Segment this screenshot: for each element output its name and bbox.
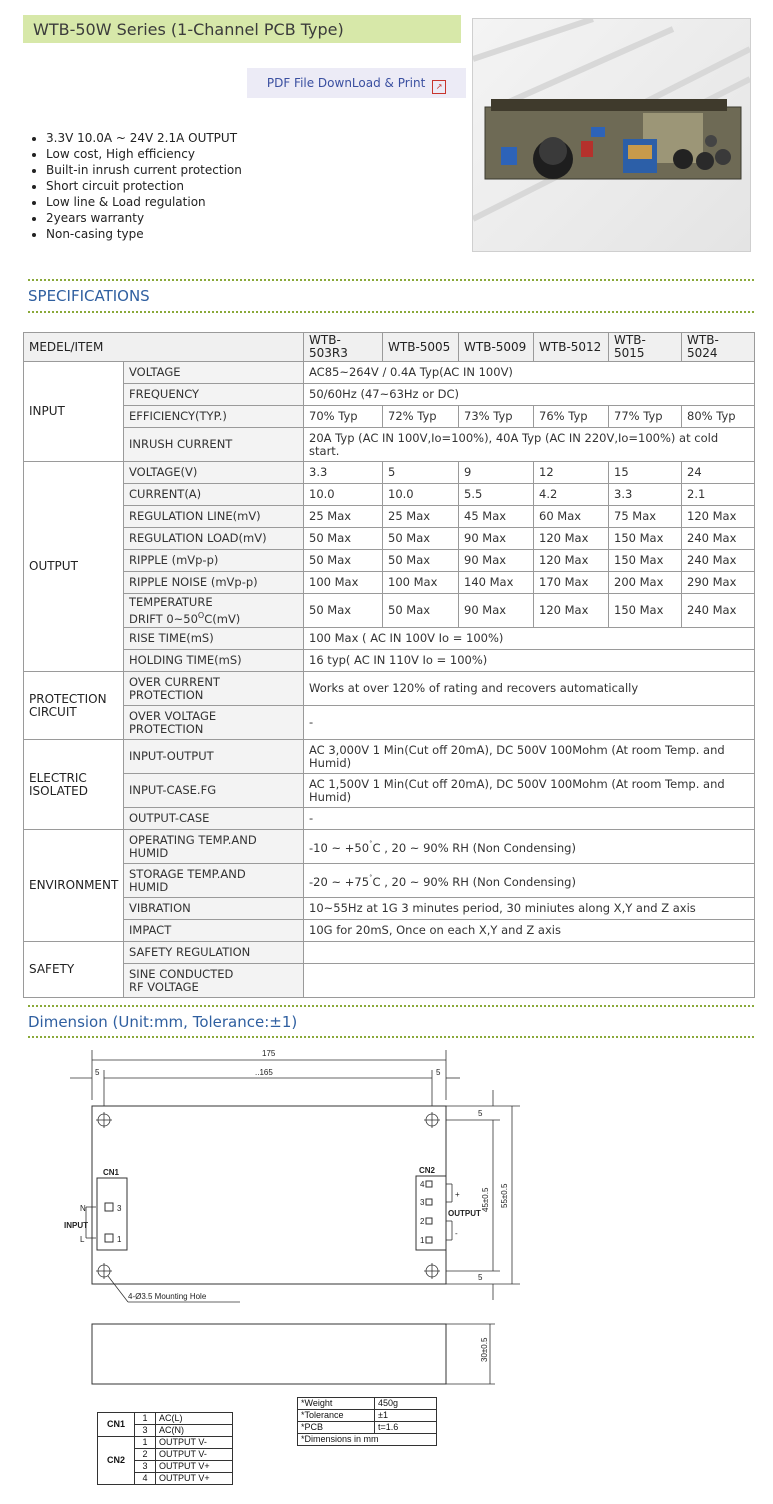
cell: 10G for 20mS, Once on each X,Y and Z axis (304, 920, 755, 942)
table-row (24, 484, 755, 506)
table-row (24, 740, 755, 774)
category-protection (24, 672, 124, 740)
row-label: REGULATION LOAD(mV) (124, 528, 304, 550)
feature-list (30, 130, 242, 242)
cell: 50/60Hz (47~63Hz or DC) (304, 384, 755, 406)
cell: 5.5 (459, 484, 534, 506)
pin-number: 3 (135, 1461, 156, 1473)
cell-text: -20 ~ +75 (309, 874, 370, 889)
cn2-pin1: 1 (420, 1236, 425, 1245)
feature-item: • 2years warranty (46, 210, 242, 226)
cell: 60 Max (534, 506, 609, 528)
prop-label: *PCB (298, 1422, 375, 1434)
cell: 120 Max (534, 528, 609, 550)
cell: 90 Max (459, 550, 534, 572)
row-label (124, 830, 304, 864)
feature-item: • Low line & Load regulation (46, 194, 242, 210)
category-line: ELECTRIC (29, 770, 87, 785)
cn1-pin3: 3 (117, 1204, 122, 1213)
pin-number: 3 (135, 1425, 156, 1437)
depth-label: 30±0.5 (480, 1337, 489, 1362)
row-label: VIBRATION (124, 898, 304, 920)
feature-item: • Non-casing type (46, 226, 242, 242)
row-label: VOLTAGE (124, 362, 304, 384)
cell: 77% Typ (609, 406, 682, 428)
model-header: WTB-5005 (383, 333, 459, 362)
cell: 240 Max (682, 528, 755, 550)
prop-value: t=1.6 (375, 1422, 437, 1434)
pin-table-cn1: CN1 (98, 1413, 135, 1437)
table-row (24, 964, 755, 998)
input-n: N (80, 1204, 86, 1213)
row-label: REGULATION LINE(mV) (124, 506, 304, 528)
table-row (24, 462, 755, 484)
row-label: IMPACT (124, 920, 304, 942)
prop-label: *Dimensions in mm (298, 1434, 437, 1446)
table-row (24, 384, 755, 406)
edge-5-label: 5 (95, 1068, 100, 1077)
cell: 2.1 (682, 484, 755, 506)
row-label-line: OPERATING TEMP.AND (129, 832, 257, 847)
cell (304, 964, 755, 998)
cell-text: C , 20 ~ 90% RH (Non Condensing) (372, 840, 576, 855)
row-label: OUTPUT-CASE (124, 808, 304, 830)
cell: 100 Max (383, 572, 459, 594)
cell: 12 (534, 462, 609, 484)
table-row (24, 774, 755, 808)
prop-value: ±1 (375, 1410, 437, 1422)
edge-5-label: 5 (436, 1068, 441, 1077)
specifications-table (23, 332, 755, 998)
cell: 5 (383, 462, 459, 484)
row-label-line: HUMID (129, 879, 169, 894)
cell: 50 Max (304, 594, 383, 628)
board-outline (92, 1106, 446, 1284)
divider (28, 311, 754, 313)
cell: 15 (609, 462, 682, 484)
pin-number: 1 (135, 1413, 156, 1425)
cell: 90 Max (459, 528, 534, 550)
feature-item: • Short circuit protection (46, 178, 242, 194)
output-plus: + (455, 1190, 460, 1199)
cell: 73% Typ (459, 406, 534, 428)
width-total-label: 175 (262, 1049, 276, 1058)
table-row (24, 864, 755, 898)
cell: 150 Max (609, 528, 682, 550)
cell: 3.3 (609, 484, 682, 506)
cell: AC 1,500V 1 Min(Cut off 20mA), DC 500V 100Mohm (At room Temp. and Humid) (304, 774, 755, 808)
cn2-pin4: 4 (420, 1180, 425, 1189)
cell: 100 Max (304, 572, 383, 594)
model-header: WTB-5024 (682, 333, 755, 362)
row-label: INPUT-OUTPUT (124, 740, 304, 774)
category-isolated (24, 740, 124, 830)
cell: 120 Max (534, 594, 609, 628)
pin-table-cn2: CN2 (98, 1437, 135, 1485)
prop-label: *Weight (298, 1398, 375, 1410)
cell: 16 typ( AC IN 110V Io = 100%) (304, 650, 755, 672)
table-row (24, 830, 755, 864)
cell: 10.0 (304, 484, 383, 506)
row-label (124, 706, 304, 740)
row-label: INRUSH CURRENT (124, 428, 304, 462)
cell: 4.2 (534, 484, 609, 506)
category-safety: SAFETY (24, 942, 124, 998)
row-label-line: STORAGE TEMP.AND (129, 866, 246, 881)
feature-item: • Low cost, High efficiency (46, 146, 242, 162)
table-row (24, 898, 755, 920)
pdf-download-label: PDF File DownLoad & Print (266, 76, 426, 90)
row-label-line: C(mV) (204, 611, 241, 626)
cell-text: C , 20 ~ 90% RH (Non Condensing) (372, 874, 576, 889)
table-row (24, 528, 755, 550)
input-label: INPUT (64, 1221, 88, 1230)
cell: 70% Typ (304, 406, 383, 428)
cn1-pin1: 1 (117, 1235, 122, 1244)
cell: 50 Max (383, 594, 459, 628)
degree-sup: O (197, 610, 205, 620)
table-row (24, 808, 755, 830)
cell: 50 Max (383, 550, 459, 572)
row-label-line: TEMPERATURE (129, 594, 213, 609)
properties-table (297, 1397, 437, 1446)
cell: 50 Max (304, 528, 383, 550)
row-label: EFFICIENCY(TYP.) (124, 406, 304, 428)
row-label-line: PROTECTION (129, 721, 204, 736)
output-minus: - (455, 1229, 458, 1238)
table-row (24, 572, 755, 594)
cell: 50 Max (304, 550, 383, 572)
prop-value: 450g (375, 1398, 437, 1410)
model-item-header: MEDEL/ITEM (24, 333, 304, 362)
page-title: WTB-50W Series (1-Channel PCB Type) (23, 15, 461, 43)
feature-item: • 3.3V 10.0A ~ 24V 2.1A OUTPUT (46, 130, 242, 146)
category-line: ISOLATED (29, 783, 88, 798)
pin-function: OUTPUT V- (156, 1437, 233, 1449)
cell: 120 Max (534, 550, 609, 572)
pin-function: AC(L) (156, 1413, 233, 1425)
cell: 240 Max (682, 550, 755, 572)
cell: - (304, 706, 755, 740)
row-label (124, 594, 304, 628)
cell: 100 Max ( AC IN 100V Io = 100%) (304, 628, 755, 650)
cell: -10 ~ +50˚C , 20 ~ 90% RH (Non Condensing) (304, 830, 755, 864)
model-header: WTB-5009 (459, 333, 534, 362)
cell: 90 Max (459, 594, 534, 628)
model-header: WTB-5015 (609, 333, 682, 362)
cell: Works at over 120% of rating and recovers automatically (304, 672, 755, 706)
cell: 20A Typ (AC IN 100V,Io=100%), 40A Typ (AC IN 220V,Io=100%) at cold start. (304, 428, 755, 462)
divider (28, 1005, 754, 1007)
row-label-line: OVER CURRENT (129, 674, 220, 689)
cell: 10.0 (383, 484, 459, 506)
divider (28, 279, 754, 281)
cell: 290 Max (682, 572, 755, 594)
cell (304, 942, 755, 964)
table-row (24, 406, 755, 428)
category-output: OUTPUT (24, 462, 124, 672)
divider (28, 1036, 754, 1038)
pin-function: OUTPUT V- (156, 1449, 233, 1461)
edge-5-label: 5 (478, 1109, 483, 1118)
row-label (124, 964, 304, 998)
height-outer-label: 55±0.5 (500, 1183, 509, 1208)
cell: 80% Typ (682, 406, 755, 428)
row-label (124, 672, 304, 706)
cell: 200 Max (609, 572, 682, 594)
cell: 120 Max (682, 506, 755, 528)
row-label: VOLTAGE(V) (124, 462, 304, 484)
cell: 240 Max (682, 594, 755, 628)
row-label: INPUT-CASE.FG (124, 774, 304, 808)
width-inner-label: ..165 (255, 1068, 273, 1077)
pin-number: 1 (135, 1437, 156, 1449)
pdf-icon: ↗ (432, 80, 446, 94)
table-row (24, 550, 755, 572)
category-line: CIRCUIT (29, 704, 77, 719)
cell: 50 Max (383, 528, 459, 550)
row-label: RISE TIME(mS) (124, 628, 304, 650)
cell: AC 3,000V 1 Min(Cut off 20mA), DC 500V 100Mohm (At room Temp. and Humid) (304, 740, 755, 774)
cell: AC85~264V / 0.4A Typ(AC IN 100V) (304, 362, 755, 384)
model-header: WTB-503R3 (304, 333, 383, 362)
cell: 72% Typ (383, 406, 459, 428)
row-label: FREQUENCY (124, 384, 304, 406)
product-photo (472, 18, 751, 252)
prop-label: *Tolerance (298, 1410, 375, 1422)
table-row (24, 672, 755, 706)
specifications-heading: SPECIFICATIONS (28, 287, 150, 305)
cell: 170 Max (534, 572, 609, 594)
cell: -20 ~ +75˚C , 20 ~ 90% RH (Non Condensing) (304, 864, 755, 898)
row-label-line: RF VOLTAGE (129, 979, 199, 994)
pcb-illustration (473, 19, 750, 251)
height-inner-label: 45±0.5 (481, 1187, 490, 1212)
category-input: INPUT (24, 362, 124, 462)
output-label: OUTPUT (448, 1209, 481, 1218)
table-row (24, 362, 755, 384)
pin-number: 4 (135, 1473, 156, 1485)
cell: 150 Max (609, 594, 682, 628)
mounting-hole-label: 4-Ø3.5 Mounting Hole (128, 1292, 207, 1301)
dimension-heading: Dimension (Unit:mm, Tolerance:±1) (28, 1013, 298, 1031)
pin-function: OUTPUT V+ (156, 1473, 233, 1485)
pin-function: OUTPUT V+ (156, 1461, 233, 1473)
cell: 75 Max (609, 506, 682, 528)
cell: 45 Max (459, 506, 534, 528)
category-line: PROTECTION (29, 691, 107, 706)
row-label: CURRENT(A) (124, 484, 304, 506)
pin-table (97, 1412, 233, 1485)
cell: 150 Max (609, 550, 682, 572)
cn2-pin2: 2 (420, 1217, 425, 1226)
side-view-outline (92, 1324, 446, 1384)
cell: 3.3 (304, 462, 383, 484)
cell-text: -10 ~ +50 (309, 840, 370, 855)
row-label-line: HUMID (129, 845, 169, 860)
pin-function: AC(N) (156, 1425, 233, 1437)
feature-item: • Built-in inrush current protection (46, 162, 242, 178)
cell: 10~55Hz at 1G 3 minutes period, 30 miniutes along X,Y and Z axis (304, 898, 755, 920)
cn1-label: CN1 (103, 1168, 120, 1177)
row-label: RIPPLE NOISE (mVp-p) (124, 572, 304, 594)
row-label (124, 864, 304, 898)
pdf-download-button[interactable] (247, 68, 466, 98)
table-row (24, 594, 755, 628)
cell: 140 Max (459, 572, 534, 594)
cell: 25 Max (304, 506, 383, 528)
table-row (24, 706, 755, 740)
cell: - (304, 808, 755, 830)
row-label-line: SINE CONDUCTED (129, 966, 234, 981)
model-header: WTB-5012 (534, 333, 609, 362)
row-label: RIPPLE (mVp-p) (124, 550, 304, 572)
input-l: L (80, 1235, 85, 1244)
row-label-line: PROTECTION (129, 687, 204, 702)
table-row (24, 942, 755, 964)
cell: 76% Typ (534, 406, 609, 428)
table-row (24, 428, 755, 462)
cell: 25 Max (383, 506, 459, 528)
row-label: SAFETY REGULATION (124, 942, 304, 964)
cn2-label: CN2 (419, 1166, 436, 1175)
table-row (24, 628, 755, 650)
table-row (24, 506, 755, 528)
pin-number: 2 (135, 1449, 156, 1461)
cell: 9 (459, 462, 534, 484)
table-row (24, 920, 755, 942)
table-row (24, 650, 755, 672)
row-label-line: DRIFT 0~50 (129, 611, 198, 626)
row-label: HOLDING TIME(mS) (124, 650, 304, 672)
category-environment: ENVIRONMENT (24, 830, 124, 942)
row-label-line: OVER VOLTAGE (129, 708, 217, 723)
cell: 24 (682, 462, 755, 484)
table-header-row (24, 333, 755, 362)
edge-5-label: 5 (478, 1273, 483, 1282)
cn2-pin3: 3 (420, 1198, 425, 1207)
